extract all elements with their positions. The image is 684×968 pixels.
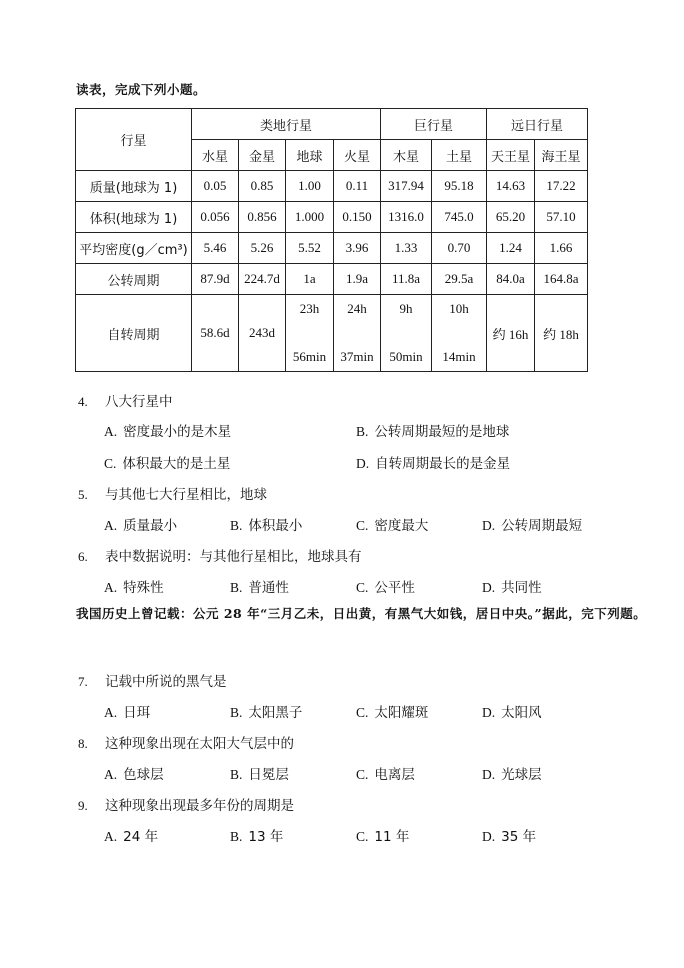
option-letter: C.	[104, 456, 117, 471]
option-letter: B.	[230, 829, 243, 844]
row-label: 平均密度(g／cm³)	[76, 233, 192, 264]
table-cell: 65.20	[487, 202, 535, 233]
table-cell	[286, 295, 334, 372]
question-text: 记载中所说的黑气是	[105, 674, 227, 690]
option-letter: B.	[230, 580, 243, 595]
table-cell: 224.7d	[239, 264, 286, 295]
section-intro-2: 我国历史上曾记载：公元 28 年“三月乙未，日出黄，有黑气大如钱，居日中央。”据此，完下列题。	[76, 606, 647, 621]
option-a[interactable]	[104, 701, 150, 721]
option-text: 自转周期最长的是金星	[375, 456, 511, 472]
option-text: 普通性	[248, 580, 289, 596]
option-letter: C.	[356, 705, 369, 720]
option-letter: B.	[356, 424, 369, 439]
option-d[interactable]	[482, 514, 582, 534]
option-letter: A.	[104, 424, 118, 439]
option-a[interactable]	[104, 763, 164, 783]
table-cell: 1.9a	[334, 264, 381, 295]
table-cell: 5.46	[192, 233, 239, 264]
planet-header: 土星	[432, 140, 487, 171]
cell-line: 23h	[299, 301, 320, 316]
option-d[interactable]	[482, 701, 542, 721]
option-letter: C.	[356, 767, 369, 782]
table-cell	[432, 295, 487, 372]
option-text: 特殊性	[123, 580, 164, 596]
table-cell	[334, 295, 381, 372]
cell-line: 10h	[449, 301, 469, 316]
table-cell: 95.18	[432, 171, 487, 202]
option-letter: D.	[482, 580, 496, 595]
group-header-giant: 巨行星	[381, 109, 487, 140]
planet-header: 火星	[334, 140, 381, 171]
table-cell: 17.22	[535, 171, 588, 202]
cell-line: 24h	[347, 301, 367, 316]
option-letter: C.	[356, 829, 369, 844]
question-number: 5.	[78, 487, 88, 502]
table-cell: 58.6d	[192, 295, 239, 372]
option-text: 体积最大的是土星	[122, 456, 231, 472]
option-letter: A.	[104, 767, 118, 782]
option-c[interactable]	[356, 701, 428, 721]
table-cell: 1a	[286, 264, 334, 295]
option-letter: D.	[356, 456, 370, 471]
option-b[interactable]	[230, 514, 302, 534]
option-c[interactable]	[356, 825, 409, 845]
table-corner-header: 行星	[76, 109, 192, 171]
option-letter: A.	[104, 705, 118, 720]
table-row-rotation	[76, 295, 588, 372]
row-label: 公转周期	[76, 264, 192, 295]
table-row	[76, 202, 588, 233]
planet-header: 天王星	[487, 140, 535, 171]
group-header-terrestrial: 类地行星	[192, 109, 381, 140]
option-a[interactable]	[104, 576, 164, 596]
planet-header: 金星	[239, 140, 286, 171]
option-text: 11 年	[374, 829, 410, 845]
option-text: 公转周期最短的是地球	[374, 424, 510, 440]
cell-line: 56min	[292, 349, 327, 364]
table-cell: 0.056	[192, 202, 239, 233]
option-letter: D.	[482, 705, 496, 720]
option-text: 太阳风	[501, 705, 542, 721]
option-b[interactable]	[230, 763, 289, 783]
option-text: 质量最小	[123, 518, 178, 534]
option-text: 体积最小	[248, 518, 303, 534]
option-a[interactable]	[104, 825, 158, 845]
planet-header: 水星	[192, 140, 239, 171]
option-text: 密度最大	[374, 518, 429, 534]
option-letter: A.	[104, 829, 118, 844]
row-label: 自转周期	[76, 295, 192, 372]
option-text: 24 年	[123, 829, 159, 845]
option-letter: A.	[104, 518, 118, 533]
option-c[interactable]	[356, 576, 415, 596]
option-d[interactable]	[356, 452, 510, 472]
cell-line: 37min	[340, 349, 374, 364]
option-text: 日冕层	[248, 767, 289, 783]
question-number: 7.	[78, 674, 88, 689]
table-cell: 5.52	[286, 233, 334, 264]
cell-line: 50min	[389, 349, 423, 364]
option-c[interactable]	[104, 452, 230, 472]
group-header-outer: 远日行星	[487, 109, 588, 140]
table-cell: 11.8a	[381, 264, 432, 295]
table-cell: 0.70	[432, 233, 487, 264]
question-8	[78, 732, 658, 752]
table-cell: 3.96	[334, 233, 381, 264]
table-cell: 0.856	[239, 202, 286, 233]
option-c[interactable]	[356, 514, 428, 534]
table-cell: 1.33	[381, 233, 432, 264]
option-text: 密度最小的是木星	[123, 424, 232, 440]
question-number: 9.	[78, 798, 88, 813]
table-cell: 87.9d	[192, 264, 239, 295]
option-text: 光球层	[501, 767, 542, 783]
table-cell: 1.000	[286, 202, 334, 233]
table-cell: 0.11	[334, 171, 381, 202]
option-text: 日珥	[123, 705, 151, 721]
question-text: 八大行星中	[105, 394, 173, 410]
option-letter: D.	[482, 829, 496, 844]
question-number: 6.	[78, 549, 88, 564]
question-text: 表中数据说明：与其他行星相比，地球具有	[105, 549, 362, 565]
option-letter: C.	[356, 518, 369, 533]
table-cell: 1.00	[286, 171, 334, 202]
option-a[interactable]	[104, 514, 177, 534]
option-c[interactable]	[356, 763, 415, 783]
table-cell: 约 18h	[535, 295, 588, 372]
table-cell: 317.94	[381, 171, 432, 202]
table-cell: 1.66	[535, 233, 588, 264]
question-5	[78, 483, 658, 503]
question-text: 这种现象出现最多年份的周期是	[105, 798, 294, 814]
table-cell: 745.0	[432, 202, 487, 233]
option-b[interactable]	[230, 825, 283, 845]
table-cell: 0.150	[334, 202, 381, 233]
table-row	[76, 171, 588, 202]
option-letter: D.	[482, 767, 496, 782]
table-cell: 84.0a	[487, 264, 535, 295]
option-a[interactable]	[104, 420, 231, 440]
option-letter: B.	[230, 705, 243, 720]
option-d[interactable]	[482, 576, 542, 596]
question-number: 8.	[78, 736, 88, 751]
option-d[interactable]	[482, 825, 536, 845]
option-text: 公转周期最短	[501, 518, 583, 534]
option-text: 35 年	[501, 829, 537, 845]
table-cell: 57.10	[535, 202, 588, 233]
question-text: 这种现象出现在太阳大气层中的	[105, 736, 294, 752]
option-text: 电离层	[374, 767, 415, 783]
option-text: 13 年	[248, 829, 284, 845]
table-cell: 5.26	[239, 233, 286, 264]
question-7	[78, 670, 658, 690]
table-row	[76, 233, 588, 264]
option-text: 色球层	[123, 767, 164, 783]
cell-line: 14min	[442, 349, 476, 364]
table-cell	[381, 295, 432, 372]
option-letter: B.	[230, 767, 243, 782]
question-9	[78, 794, 658, 814]
table-cell: 164.8a	[535, 264, 588, 295]
option-letter: C.	[356, 580, 369, 595]
option-text: 公平性	[374, 580, 415, 596]
table-cell: 0.85	[239, 171, 286, 202]
table-cell: 0.05	[192, 171, 239, 202]
question-text: 与其他七大行星相比，地球	[105, 487, 267, 503]
planet-header: 海王星	[535, 140, 588, 171]
table-cell: 约 16h	[487, 295, 535, 372]
table-cell: 29.5a	[432, 264, 487, 295]
table-cell: 243d	[239, 295, 286, 372]
cell-line: 9h	[399, 301, 413, 316]
row-label: 体积(地球为 1)	[76, 202, 192, 233]
option-letter: A.	[104, 580, 118, 595]
table-cell: 1.24	[487, 233, 535, 264]
question-4	[78, 390, 658, 410]
option-b[interactable]	[230, 576, 289, 596]
planet-header: 地球	[286, 140, 334, 171]
option-b[interactable]	[356, 420, 509, 440]
table-row	[76, 264, 588, 295]
table-cell: 14.63	[487, 171, 535, 202]
option-text: 共同性	[501, 580, 542, 596]
planet-data-table	[75, 108, 588, 372]
section-intro-1: 读表，完成下列小题。	[76, 82, 207, 97]
option-letter: D.	[482, 518, 496, 533]
question-number: 4.	[78, 394, 88, 409]
planet-header: 木星	[381, 140, 432, 171]
option-b[interactable]	[230, 701, 302, 721]
row-label: 质量(地球为 1)	[76, 171, 192, 202]
option-letter: B.	[230, 518, 243, 533]
option-text: 太阳耀斑	[374, 705, 429, 721]
table-cell: 1316.0	[381, 202, 432, 233]
question-6	[78, 545, 658, 565]
option-text: 太阳黑子	[248, 705, 303, 721]
option-d[interactable]	[482, 763, 542, 783]
